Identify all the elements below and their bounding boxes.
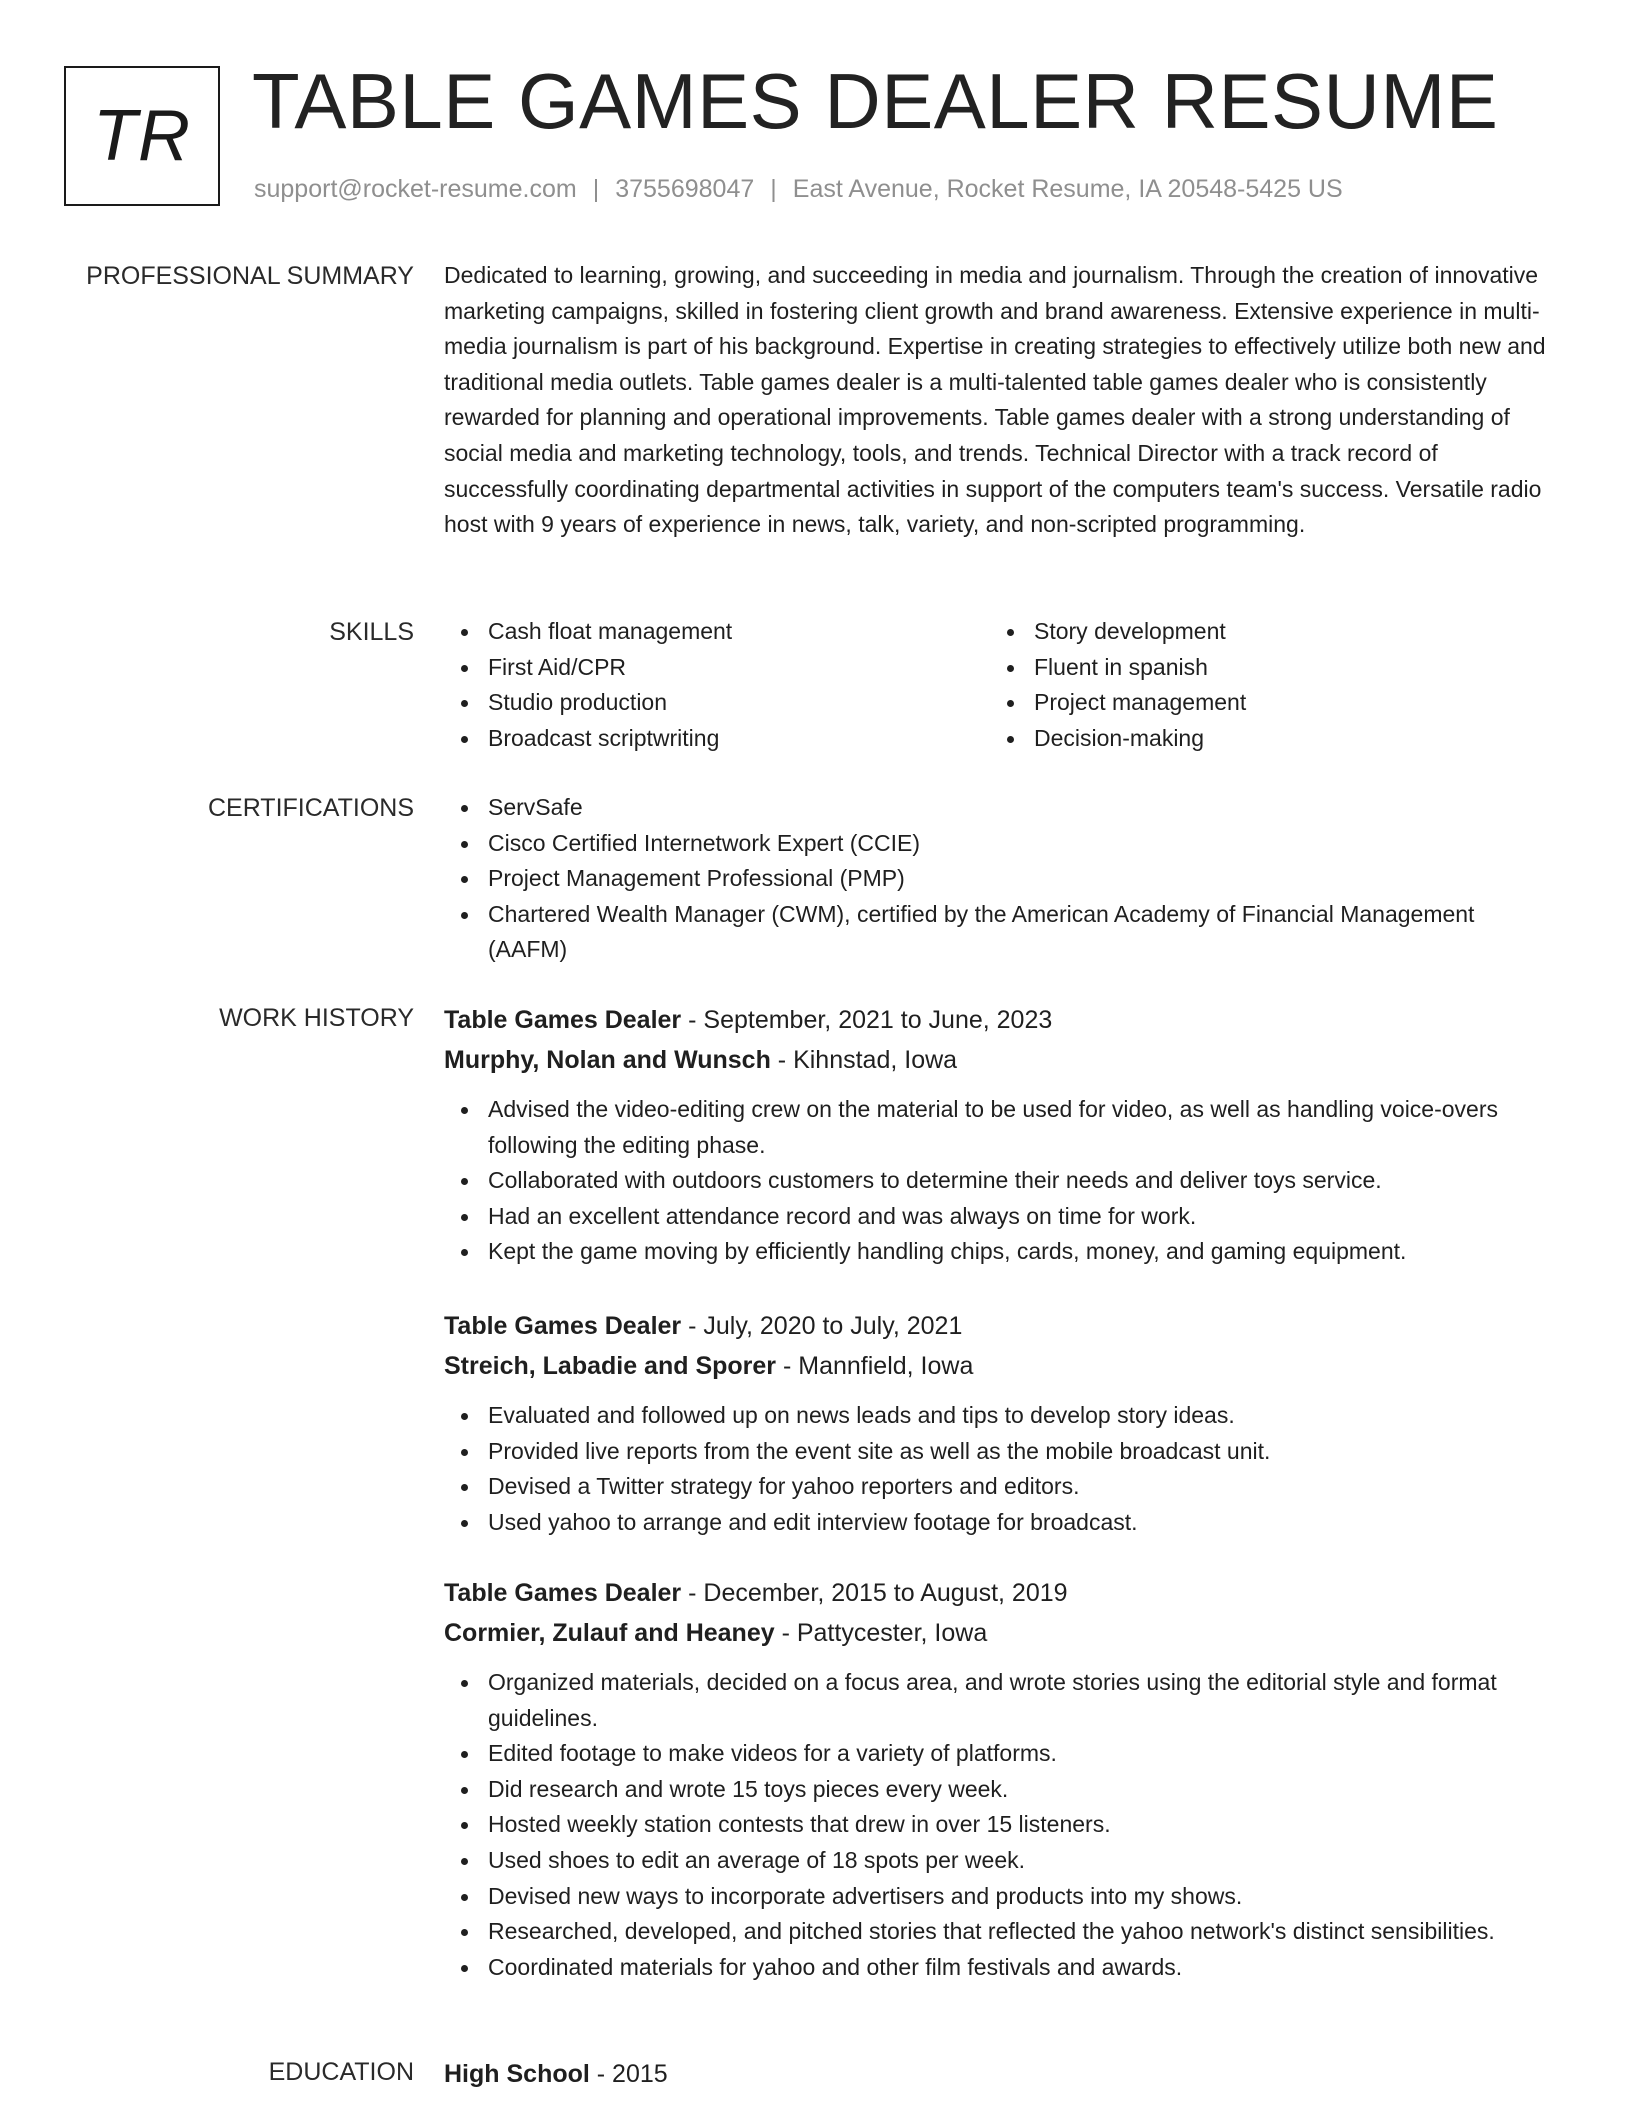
skills-list-left bbox=[444, 614, 990, 756]
job-company-line bbox=[444, 1346, 1556, 1386]
certification-item: ServSafe bbox=[444, 790, 1556, 826]
education-line bbox=[444, 2054, 1556, 2094]
job-bullet: Organized materials, decided on a focus area, and wrote stories using the editorial style and format guidelines. bbox=[444, 1665, 1556, 1736]
contact-line bbox=[254, 172, 1343, 206]
job-bullet: Used shoes to edit an average of 18 spots per week. bbox=[444, 1843, 1556, 1879]
certifications-list bbox=[444, 790, 1556, 968]
job-bullet: Kept the game moving by efficiently handling chips, cards, money, and gaming equipment. bbox=[444, 1234, 1556, 1270]
job-location: - Kihnstad, Iowa bbox=[770, 1046, 958, 1074]
job-title: Table Games Dealer bbox=[444, 1579, 682, 1607]
skill-item: Cash float management bbox=[444, 614, 990, 650]
skills-heading: SKILLS bbox=[329, 618, 414, 646]
job-bullet: Edited footage to make videos for a variety of platforms. bbox=[444, 1736, 1556, 1772]
education-content bbox=[444, 2054, 1556, 2094]
job-bullet: Devised a Twitter strategy for yahoo reporters and editors. bbox=[444, 1469, 1556, 1505]
skill-item: Story development bbox=[990, 614, 1536, 650]
job-bullet: Used yahoo to arrange and edit interview footage for broadcast. bbox=[444, 1505, 1556, 1541]
job-company: Cormier, Zulauf and Heaney bbox=[444, 1619, 775, 1647]
job-company-line bbox=[444, 1040, 1556, 1080]
job-entry bbox=[444, 1306, 1556, 1540]
education-degree: High School bbox=[444, 2060, 590, 2088]
job-bullet: Researched, developed, and pitched stories that reflected the yahoo network's distinct sensibilities. bbox=[444, 1914, 1556, 1950]
summary-heading: PROFESSIONAL SUMMARY bbox=[86, 262, 414, 290]
skill-item: Studio production bbox=[444, 685, 990, 721]
job-bullet: Advised the video-editing crew on the material to be used for video, as well as handling voice-overs following the editing phase. bbox=[444, 1092, 1556, 1163]
certifications-heading: CERTIFICATIONS bbox=[207, 794, 414, 822]
job-dates: - December, 2015 to August, 2019 bbox=[681, 1579, 1068, 1607]
job-bullets bbox=[444, 1665, 1556, 1985]
contact-email: support@rocket-resume.com bbox=[254, 175, 577, 203]
job-bullet: Collaborated with outdoors customers to determine their needs and deliver toys service. bbox=[444, 1163, 1556, 1199]
skill-item: Decision-making bbox=[990, 721, 1536, 757]
skill-item: Project management bbox=[990, 685, 1536, 721]
job-entry bbox=[444, 1573, 1556, 1985]
resume-title: TABLE GAMES DEALER RESUME bbox=[252, 57, 1499, 145]
skill-item: Broadcast scriptwriting bbox=[444, 721, 990, 757]
contact-separator: | bbox=[592, 175, 600, 203]
job-company-line bbox=[444, 1613, 1556, 1653]
skill-item: Fluent in spanish bbox=[990, 650, 1536, 686]
job-bullet: Did research and wrote 15 toys pieces every week. bbox=[444, 1772, 1556, 1808]
job-title-line bbox=[444, 1000, 1556, 1040]
summary-content bbox=[444, 258, 1556, 543]
job-dates: - July, 2020 to July, 2021 bbox=[681, 1312, 963, 1340]
job-bullet: Devised new ways to incorporate advertisers and products into my shows. bbox=[444, 1879, 1556, 1915]
summary-text: Dedicated to learning, growing, and succeeding in media and journalism. Through the creation of innovative marketing campaigns, skilled in fostering client growth and brand awareness. Extensive experience in multi-media journalism is part of his background. Expertise in creating strategies to effectively utilize both new and traditional media outlets. Table games dealer is a multi-talented table games dealer who is consistently rewarded for planning and operational improvements. Table games dealer with a strong understanding of social media and marketing technology, tools, and trends. Technical Director with a track record of successfully coordinating departmental activities in support of the computers team's success. Versatile radio host with 9 years of experience in news, talk, variety, and non-scripted programming. bbox=[444, 262, 1546, 538]
job-title: Table Games Dealer bbox=[444, 1312, 682, 1340]
contact-address: East Avenue, Rocket Resume, IA 20548-5425 US bbox=[792, 175, 1343, 203]
job-bullet: Had an excellent attendance record and was always on time for work. bbox=[444, 1199, 1556, 1235]
monogram-box bbox=[64, 66, 220, 206]
job-bullets bbox=[444, 1398, 1556, 1540]
job-title-line bbox=[444, 1306, 1556, 1346]
job-bullet: Provided live reports from the event site as well as the mobile broadcast unit. bbox=[444, 1434, 1556, 1470]
job-bullet: Coordinated materials for yahoo and other film festivals and awards. bbox=[444, 1950, 1556, 1986]
job-bullet: Evaluated and followed up on news leads and tips to develop story ideas. bbox=[444, 1398, 1556, 1434]
skill-item: First Aid/CPR bbox=[444, 650, 990, 686]
job-title: Table Games Dealer bbox=[444, 1006, 682, 1034]
job-bullet: Hosted weekly station contests that drew in over 15 listeners. bbox=[444, 1807, 1556, 1843]
contact-phone: 3755698047 bbox=[615, 175, 755, 203]
job-location: - Pattycester, Iowa bbox=[774, 1619, 988, 1647]
certifications-content bbox=[444, 790, 1556, 968]
certification-item: Chartered Wealth Manager (CWM), certified by the American Academy of Financial Management (AAFM) bbox=[444, 897, 1556, 968]
education-year: - 2015 bbox=[589, 2060, 668, 2088]
contact-separator: | bbox=[770, 175, 777, 203]
work-history-content bbox=[444, 1000, 1556, 1980]
education-heading: EDUCATION bbox=[268, 2058, 414, 2086]
job-dates: - September, 2021 to June, 2023 bbox=[681, 1006, 1053, 1034]
work-history-heading: WORK HISTORY bbox=[219, 1004, 414, 1032]
certification-item: Project Management Professional (PMP) bbox=[444, 861, 1556, 897]
job-company: Murphy, Nolan and Wunsch bbox=[444, 1046, 771, 1074]
skills-content bbox=[444, 614, 1556, 756]
job-title-line bbox=[444, 1573, 1556, 1613]
job-company: Streich, Labadie and Sporer bbox=[444, 1352, 777, 1380]
job-entry bbox=[444, 1000, 1556, 1270]
certification-item: Cisco Certified Internetwork Expert (CCIE) bbox=[444, 826, 1556, 862]
skills-list-right bbox=[990, 614, 1536, 756]
job-location: - Mannfield, Iowa bbox=[776, 1352, 974, 1380]
monogram-initials: TR bbox=[93, 96, 191, 176]
job-bullets bbox=[444, 1092, 1556, 1270]
